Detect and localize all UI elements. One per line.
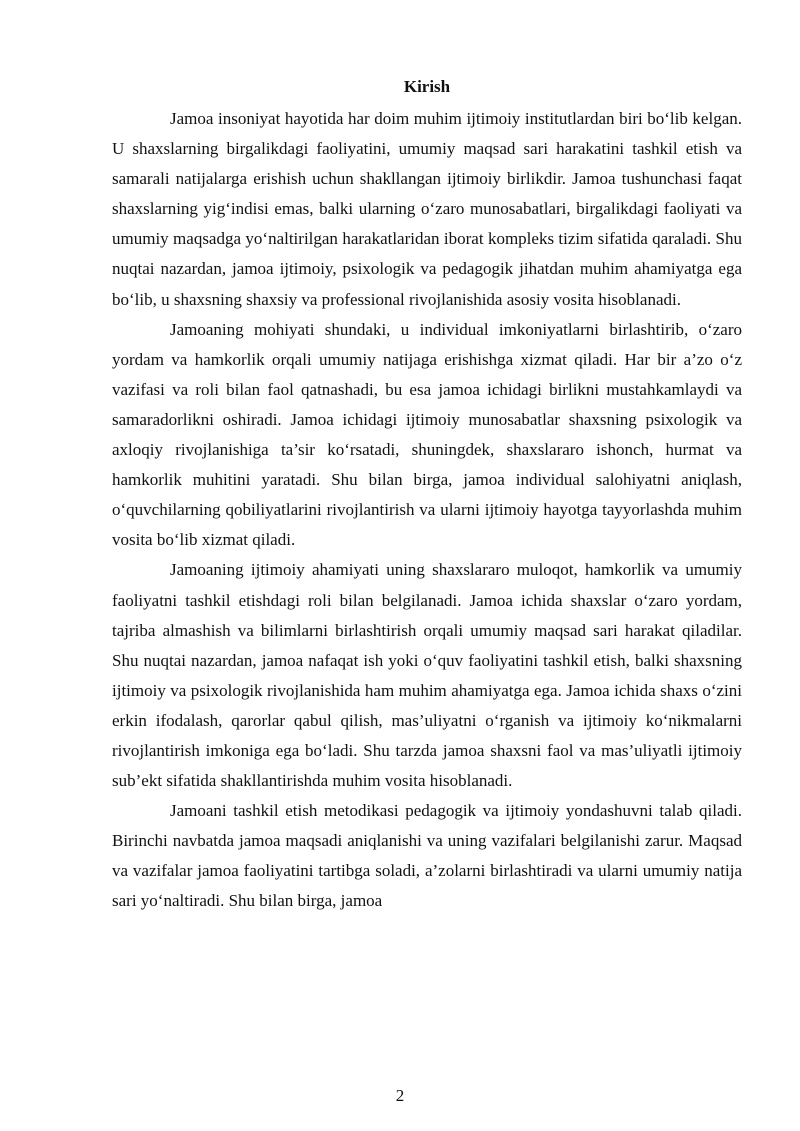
paragraph-1: Jamoa insoniyat hayotida har doim muhim ijtimoiy institutlardan biri bo‘lib kelgan. U shaxslarning birgalikdagi faoliyatini, umumiy maqsad sari harakatini tashkil etish va samarali natijalarga erishish uchun shakllangan ijtimoiy birlikdir. Jamoa tushunchasi faqat shaxslarning yig‘indisi emas, balki ularning o‘zaro munosabatlari, birgalikdagi faoliyati va umumiy maqsadga yo‘naltirilgan harakatlaridan iborat kompleks tizim sifatida qaraladi. Shu nuqtai nazardan, jamoa ijtimoiy, psixologik va pedagogik jihatdan muhim ahamiyatga ega bo‘lib, u shaxsning shaxsiy va professional rivojlanishida asosiy vosita hisoblanadi. bbox=[112, 109, 742, 309]
paragraph-3: Jamoaning ijtimoiy ahamiyati uning shaxslararo muloqot, hamkorlik va umumiy faoliyatni tashkil etishdagi roli bilan belgilanadi. Jamoa ichida shaxslar o‘zaro yordam, tajriba almashish va bilimlarni birlashtirish orqali umumiy maqsad sari harakat qiladilar. Shu nuqtai nazardan, jamoa nafaqat ish yoki o‘quv faoliyatini tashkil etish, balki shaxsning ijtimoiy va psixologik rivojlanishida ham muhim ahamiyatga ega. Jamoa ichida shaxs o‘zini erkin ifodalash, qarorlar qabul qilish, mas’uliyatni o‘rganish va ijtimoiy ko‘nikmalarni rivojlantirish imkoniga ega bo‘ladi. Shu tarzda jamoa shaxsni faol va mas’uliyatli ijtimoiy sub’ekt sifatida shakllantirishda muhim vosita hisoblanadi. bbox=[112, 560, 742, 791]
document-page bbox=[112, 72, 742, 917]
page-number: 2 bbox=[395, 1086, 405, 1105]
paragraph-2: Jamoaning mohiyati shundaki, u individual imkoniyatlarni birlashtirib, o‘zaro yordam va hamkorlik orqali umumiy natijaga erishishga xizmat qiladi. Har bir a’zo o‘z vazifasi va roli bilan faol qatnashadi, bu esa jamoa ichidagi birlikni mustahkamlaydi va samaradorlikni oshiradi. Jamoa ichidagi ijtimoiy munosabatlar shaxsning psixologik va axloqiy rivojlanishiga ta’sir ko‘rsatadi, shuningdek, shaxslararo ishonch, hurmat va hamkorlik muhitini yaratadi. Shu bilan birga, jamoa individual salohiyatni aniqlash, o‘quvchilarning qobiliyatlarini rivojlantirish va ularni ijtimoiy hayotga tayyorlashda muhim vosita bo‘lib xizmat qiladi. bbox=[112, 319, 742, 550]
section-title: Kirish bbox=[403, 77, 451, 96]
paragraph-4: Jamoani tashkil etish metodikasi pedagogik va ijtimoiy yondashuvni talab qiladi. Birinchi navbatda jamoa maqsadi aniqlanishi va uning vazifalari belgilanishi zarur. Maqsad va vazifalar jamoa faoliyatini tartibga soladi, a’zolarni birlashtiradi va ularni umumiy natija sari yo‘naltiradi. Shu bilan birga, jamoa bbox=[112, 801, 742, 911]
